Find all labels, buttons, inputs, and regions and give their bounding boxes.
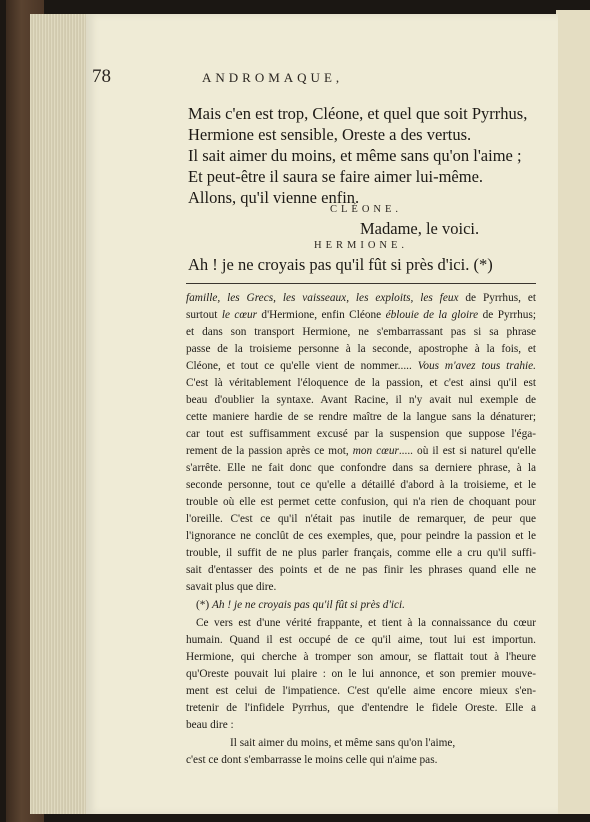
note-line: et dans son transport Hermione, ne s'embarrassant pas si sa phrase	[186, 326, 536, 338]
note-line: l'oreille. C'est ce qu'il n'était pas inutile de remarquer, de peur que	[186, 513, 536, 525]
note-line: beau d'oublier la syntaxe. Avant Racine, il n'y avait nul exemple de	[186, 394, 536, 406]
note-line: tretenir de l'infidele Pyrrhus, que d'entendre le fidele Oreste. Elle a	[186, 702, 536, 714]
note-line	[186, 443, 536, 460]
note-italic: Ah ! je ne croyais pas qu'il fût si près d'ici.	[212, 599, 405, 611]
note-line	[186, 290, 536, 307]
note-line: qu'Oreste pouvait lui plaire : on le lui annonce, et son premier mouve-	[186, 668, 536, 680]
footnote-rule	[186, 283, 536, 284]
note-italic: mon cœur	[352, 445, 399, 457]
note-line: c'est ce dont s'embarrasse le moins celle qui n'aime pas.	[186, 754, 438, 766]
note-line: Ce vers est d'une vérité frappante, et tient à la connaissance du cœur	[196, 617, 536, 629]
note-text: d'Hermione, enfin Cléone	[257, 309, 386, 321]
verse-line-hermione: Ah ! je ne croyais pas qu'il fût si près d'ici. (*)	[188, 255, 493, 274]
note-line: ment est celui de l'impatience. C'est qu'elle aime encore mieux s'en-	[186, 685, 536, 697]
note-text: Cléone, et tout ce qu'elle vient de nommer.....	[186, 360, 418, 372]
note-line: trouble, il suffit de ne plus parler français, comme elle a cru qu'il suffi-	[186, 547, 536, 559]
note-italic: le cœur	[221, 309, 257, 321]
note-line: passe de la troisieme personne à la seconde, apostrophe à la fois, et	[186, 343, 536, 355]
note-text: rement de la passion après ce mot,	[186, 445, 353, 457]
note-line: s'arrête. Elle ne fait donc que confondre dans sa derniere phrase, à la	[186, 462, 536, 474]
note-line: beau dire :	[186, 719, 234, 731]
verse-line-cleone: Madame, le voici.	[360, 219, 480, 238]
note-text: surtout	[186, 309, 222, 321]
note-line: humain. Quand il est occupé de ce qu'il aime, tout lui est importun.	[186, 634, 536, 646]
note-italic: éblouie de la gloire	[385, 309, 479, 321]
speaker-name-cleone: CLÉONE.	[330, 204, 403, 215]
note-line: trouble où elle est permet cette confusion, qui n'a rien de choquant pour	[186, 496, 536, 508]
note-line: cette maniere hardie de se rendre maître de la langue sans la dénaturer;	[186, 411, 536, 423]
note-line: savait plus que dire.	[186, 581, 277, 593]
page-header	[92, 66, 532, 90]
note-italic: famille, les Grecs, les vaisseaux, les exploits, les feux	[186, 292, 459, 304]
note-line: Hermione, qui cherche à tromper son amour, se flattait tout à l'heure	[186, 651, 536, 663]
footnote-marker: (*)	[196, 599, 212, 611]
page-number: 78	[92, 66, 111, 87]
note-text: ..... où il est si naturel qu'elle	[398, 445, 536, 457]
running-title: ANDROMAQUE,	[202, 70, 344, 85]
verse-line: Il sait aimer du moins, et même sans qu'on l'aime ;	[188, 146, 522, 165]
note-line	[186, 358, 536, 375]
verse-line: Et peut-être il saura se faire aimer lui-même.	[188, 167, 484, 186]
verse-line: Hermione est sensible, Oreste a des vertus.	[188, 125, 472, 144]
page-edges	[30, 14, 88, 814]
note-line: seconde personne, tout ce qu'elle a détaillé d'abord à la troisieme, et le	[186, 479, 536, 491]
verse-line: Mais c'en est trop, Cléone, et quel que soit Pyrrhus,	[188, 104, 528, 123]
speaker-name-hermione: HERMIONE.	[314, 240, 409, 251]
note-line: car tout est suffisamment excusé par la suspension que suppose l'éga-	[186, 428, 536, 440]
note-line: sait d'entasser des points et de ne pas finir les phrases quand elle ne	[186, 564, 536, 576]
note-text: de Pyrrhus;	[478, 309, 536, 321]
note-line: l'ignorance ne conclût de ces exemples, que, pour peindre la passion et le	[186, 530, 536, 542]
quoted-verse: Il sait aimer du moins, et même sans qu'on l'aime,	[230, 737, 456, 749]
note-text: de Pyrrhus, et	[458, 292, 536, 304]
note-italic: Vous m'avez tous trahie.	[417, 360, 536, 372]
note-line	[186, 307, 536, 324]
note-line: C'est là véritablement l'éloquence de la passion, et c'est ainsi qu'il est	[186, 377, 536, 389]
footnote-marker-line	[196, 597, 405, 614]
verse-line: Allons, qu'il vienne enfin.	[188, 188, 360, 207]
facing-page	[556, 10, 590, 814]
